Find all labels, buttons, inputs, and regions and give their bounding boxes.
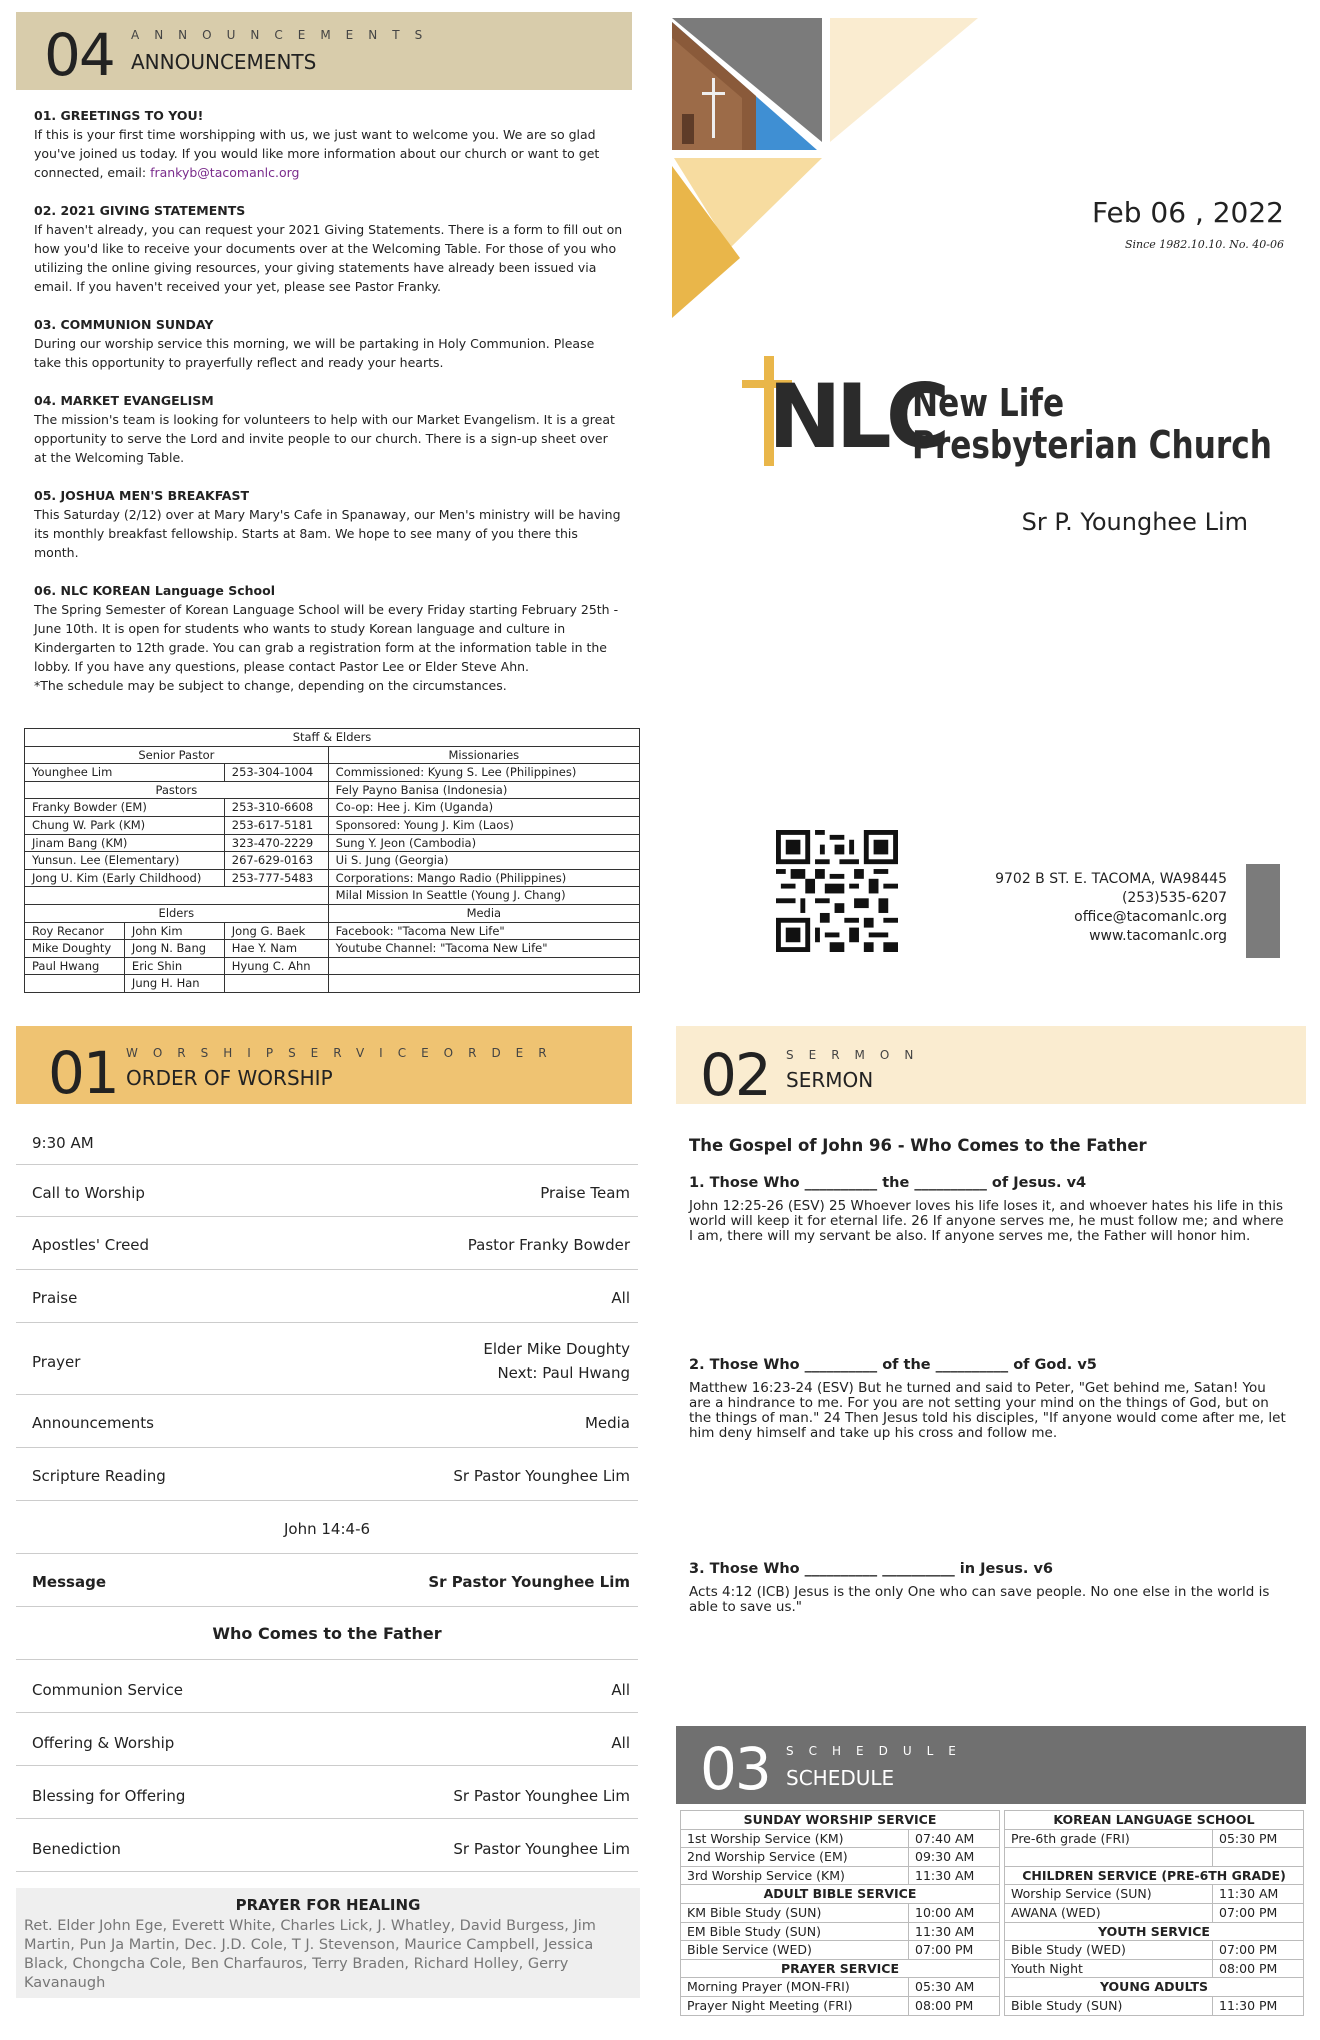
point-verse: Matthew 16:23-24 (ESV) But he turned and said to Peter, "Get behind me, Satan! You are a hindrance to me. For you are not setting your mind on the things of God, but on the things of man." 24 Then Jesus told his disciples, "If anyone would come after me, let him deny himself and take up his cross and follow me. — [689, 1380, 1286, 1441]
schedule-category: CHILDREN SERVICE (PRE-6TH GRADE) — [1005, 1866, 1304, 1885]
schedule-time: 07:00 PM — [909, 1941, 1000, 1960]
schedule-time: 05:30 AM — [909, 1978, 1000, 1997]
logo-letters: NLC — [768, 365, 945, 468]
worship-row — [16, 1394, 638, 1448]
worship-item: Announcements — [32, 1414, 154, 1432]
sermon-point — [689, 1358, 1289, 1441]
schedule-row — [1005, 1866, 1304, 1885]
worship-leader: All — [611, 1289, 630, 1307]
worship-leader: All — [611, 1681, 630, 1699]
worship-leader: Sr Pastor Younghee Lim — [453, 1787, 630, 1805]
worship-time-row — [16, 1124, 638, 1165]
schedule-service: Bible Study (SUN) — [1005, 1996, 1213, 2015]
schedule-service: AWANA (WED) — [1005, 1903, 1213, 1922]
worship-row — [16, 1216, 638, 1270]
worship-row — [16, 1712, 638, 1766]
schedule-row — [1005, 1996, 1304, 2015]
worship-item: Call to Worship — [32, 1184, 145, 1202]
schedule-row — [681, 1978, 1000, 1997]
schedule-time: 08:00 PM — [909, 1996, 1000, 2015]
schedule-row — [681, 1959, 1000, 1978]
schedule-time: 10:00 AM — [909, 1903, 1000, 1922]
media-item: Facebook: "Tacoma New Life" — [328, 922, 639, 940]
announcement-title: 06. NLC KOREAN Language School — [34, 583, 275, 598]
section-title: SCHEDULE — [786, 1766, 895, 1790]
missionary: Milal Mission In Seattle (Young J. Chang) — [328, 887, 639, 905]
schedule-service: Morning Prayer (MON-FRI) — [681, 1978, 909, 1997]
missionary: Co-op: Hee j. Kim (Uganda) — [328, 799, 639, 817]
schedule-row — [1005, 1829, 1304, 1848]
blank-cell — [328, 957, 639, 975]
staff-table — [24, 728, 640, 993]
worship-leader: Praise Team — [540, 1184, 630, 1202]
worship-item: Apostles' Creed — [32, 1236, 150, 1254]
worship-row — [16, 1818, 638, 1872]
point-text: 3. Those Who __________ __________ in Jesus. v6 — [689, 1561, 1054, 1577]
missionaries-label: Missionaries — [328, 746, 639, 764]
missionary: Sponsored: Young J. Kim (Laos) — [328, 816, 639, 834]
schedule-category: ADULT BIBLE SERVICE — [681, 1885, 1000, 1904]
missionary: Sung Y. Jeon (Cambodia) — [328, 834, 639, 852]
schedule-service: EM Bible Study (SUN) — [681, 1922, 909, 1941]
schedule-service: Bible Service (WED) — [681, 1941, 909, 1960]
point-verse: John 12:25-26 (ESV) 25 Whoever loves his life loses it, and whoever hates his life in this world will keep it for eternal life. 26 If anyone serves me, he must follow me; and where I am, there will my servant be also. If anyone serves me, the Father will honor him. — [689, 1198, 1284, 1244]
bulletin-since: Since 1982.10.10. No. 40-06 — [1124, 238, 1284, 251]
announcement-body: This Saturday (2/12) over at Mary Mary's Cafe in Spanaway, our Men's ministry will be having its monthly breakfast fellowship. Starts at 8am. We hope to see many of you there this month. — [34, 507, 621, 560]
schedule-service: Bible Study (WED) — [1005, 1941, 1213, 1960]
worship-item: Benediction — [32, 1840, 121, 1858]
email-link[interactable]: frankyb@tacomanlc.org — [150, 165, 300, 180]
schedule-row — [1005, 1848, 1304, 1867]
schedule-row — [681, 1885, 1000, 1904]
schedule-row — [1005, 1922, 1304, 1941]
worship-leader: All — [611, 1734, 630, 1752]
healing-title: PRAYER FOR HEALING — [235, 1896, 421, 1914]
announcement-title: 04. MARKET EVANGELISM — [34, 393, 214, 408]
schedule-row — [681, 1996, 1000, 2015]
worship-item: Praise — [32, 1289, 78, 1307]
worship-leader: Sr Pastor Younghee Lim — [453, 1840, 630, 1858]
section-number: 04 — [44, 21, 114, 89]
worship-row — [16, 1447, 638, 1501]
schedule-row — [681, 1866, 1000, 1885]
schedule-row — [1005, 1885, 1304, 1904]
scripture-row — [16, 1500, 638, 1554]
schedule-time: 07:00 PM — [1213, 1903, 1304, 1922]
announcement-body: The mission's team is looking for volunteers to help with our Market Evangelism. It is a great opportunity to serve the Lord and invite people to our church. There is a sign-up sheet over at the Welcoming Table. — [34, 412, 615, 465]
pastor-phone: 267-629-0163 — [224, 852, 328, 870]
missionary: Fely Payno Banisa (Indonesia) — [328, 781, 639, 799]
announcement-list — [34, 106, 624, 695]
schedule-category: PRAYER SERVICE — [681, 1959, 1000, 1978]
section-title: SERMON — [786, 1068, 874, 1092]
schedule-time: 08:00 PM — [1213, 1959, 1304, 1978]
message-title-row — [16, 1606, 638, 1660]
schedule-row — [681, 1829, 1000, 1848]
announcement-body: If haven't already, you can request your 2021 Giving Statements. There is a form to fill out on how you'd like to receive your documents over at the Welcoming Table. For those of you who utilizing the online giving resources, your giving statements have already been issued via email. If you haven't received your yet, please see Pastor Franky. — [34, 222, 623, 294]
schedule-time: 07:00 PM — [1213, 1941, 1304, 1960]
elder: Roy Recanor — [25, 922, 125, 940]
section-spaced-title: SCHEDULE — [786, 1744, 971, 1758]
elder — [224, 975, 328, 993]
announcement-body: During our worship service this morning, we will be partaking in Holy Communion. Please take this opportunity to prayerfully reflect and ready your hearts. — [34, 336, 595, 370]
schedule-service: 3rd Worship Service (KM) — [681, 1866, 909, 1885]
section-number: 02 — [700, 1041, 770, 1109]
elder: Jung H. Han — [124, 975, 224, 993]
pastor-phone: 323-470-2229 — [224, 834, 328, 852]
missionary: Ui S. Jung (Georgia) — [328, 852, 639, 870]
elder: Mike Doughty — [25, 940, 125, 958]
schedule-service: Worship Service (SUN) — [1005, 1885, 1213, 1904]
schedule-service: Pre-6th grade (FRI) — [1005, 1829, 1213, 1848]
elder: Eric Shin — [124, 957, 224, 975]
scripture-reference: John 14:4-6 — [284, 1520, 371, 1538]
church-address: 9702 B ST. E. TACOMA, WA98445 — [995, 871, 1227, 887]
section-spaced-title: SERMON — [786, 1048, 929, 1062]
missionary: Commissioned: Kyung S. Lee (Philippines) — [328, 764, 639, 782]
schedule-table-left — [680, 1810, 1000, 2016]
bulletin-date: Feb 06 , 2022 — [1091, 196, 1284, 229]
announcement-item — [34, 106, 624, 182]
point-text: 1. Those Who __________ the __________ of Jesus. v4 — [689, 1175, 1087, 1191]
announcement-note: *The schedule may be subject to change, depending on the circumstances. — [34, 678, 507, 693]
elder: Jong N. Bang — [124, 940, 224, 958]
schedule-service: KM Bible Study (SUN) — [681, 1903, 909, 1922]
worship-leader: Elder Mike Doughty — [483, 1340, 630, 1358]
schedule-time: 09:30 AM — [909, 1848, 1000, 1867]
section-spaced-title: WORSHIPSERVICEORDER — [126, 1046, 562, 1060]
worship-header — [16, 1026, 632, 1107]
worship-item: Communion Service — [32, 1681, 183, 1699]
schedule-service: Youth Night — [1005, 1959, 1213, 1978]
schedule-row — [1005, 1903, 1304, 1922]
worship-item: Prayer — [32, 1353, 81, 1371]
pastor-phone: 253-310-6608 — [224, 799, 328, 817]
schedule-row — [1005, 1941, 1304, 1960]
pastor-name: Franky Bowder (EM) — [25, 799, 225, 817]
elders-label: Elders — [25, 904, 329, 922]
pastor-name: Yunsun. Lee (Elementary) — [25, 852, 225, 870]
pastor-name: Chung W. Park (KM) — [25, 816, 225, 834]
section-number: 01 — [48, 1039, 118, 1107]
worship-leader: Media — [584, 1414, 630, 1432]
church-name-line1: New Life — [912, 381, 1065, 425]
elder: Hae Y. Nam — [224, 940, 328, 958]
contact-block — [995, 870, 1227, 946]
section-number: 03 — [700, 1735, 770, 1803]
worship-row — [16, 1164, 638, 1217]
sermon-heading: The Gospel of John 96 - Who Comes to the Father — [689, 1136, 1147, 1155]
cover-graphic — [672, 18, 992, 318]
schedule-row — [681, 1922, 1000, 1941]
schedule-service: 2nd Worship Service (EM) — [681, 1848, 909, 1867]
schedule-service: Prayer Night Meeting (FRI) — [681, 1996, 909, 2015]
schedule-service: 1st Worship Service (KM) — [681, 1829, 909, 1848]
announcement-item — [34, 315, 624, 372]
elder: Paul Hwang — [25, 957, 125, 975]
senior-pastor-title: Sr P. Younghee Lim — [1021, 508, 1248, 536]
schedule-header — [676, 1726, 1306, 1804]
pastor-name: Jong U. Kim (Early Childhood) — [25, 869, 225, 887]
church-website[interactable]: www.tacomanlc.org — [1089, 928, 1227, 944]
schedule-row — [1005, 1959, 1304, 1978]
service-time: 9:30 AM — [32, 1134, 94, 1152]
worship-item: Offering & Worship — [32, 1734, 175, 1752]
schedule-category: YOUTH SERVICE — [1005, 1922, 1304, 1941]
elder: Hyung C. Ahn — [224, 957, 328, 975]
worship-row — [16, 1269, 638, 1323]
schedule-time: 11:30 AM — [909, 1866, 1000, 1885]
church-logo — [742, 356, 1272, 476]
pastors-label: Pastors — [25, 781, 329, 799]
announcement-item — [34, 391, 624, 467]
schedule-row — [681, 1941, 1000, 1960]
worship-row — [16, 1765, 638, 1819]
schedule-time: 11:30 PM — [1213, 1996, 1304, 2015]
media-item: Youtube Channel: "Tacoma New Life" — [328, 940, 639, 958]
missionary: Corporations: Mango Radio (Philippines) — [328, 869, 639, 887]
schedule-table-right — [1004, 1810, 1304, 2016]
schedule-time — [1213, 1848, 1304, 1867]
message-label: Message — [32, 1573, 106, 1591]
pastor-name: Jinam Bang (KM) — [25, 834, 225, 852]
church-phone[interactable]: (253)535-6207 — [1121, 890, 1227, 906]
church-email[interactable]: office@tacomanlc.org — [1074, 909, 1227, 925]
announcement-item — [34, 486, 624, 562]
announcement-title: 01. GREETINGS TO YOU! — [34, 108, 204, 123]
church-name-line2: Presbyterian Church — [912, 423, 1272, 467]
staff-title: Staff & Elders — [25, 729, 640, 747]
elder — [25, 975, 125, 993]
schedule-time: 11:30 AM — [909, 1922, 1000, 1941]
announcement-body: If this is your first time worshipping with us, we just want to welcome you. We are so glad you've joined us today. If you would like more information about our church or want to get connected, email: frankyb@tacomanlc.org — [34, 127, 600, 180]
announcement-title: 03. COMMUNION SUNDAY — [34, 317, 214, 332]
schedule-row — [1005, 1978, 1304, 1997]
pastor-phone: 253-777-5483 — [224, 869, 328, 887]
schedule-category: KOREAN LANGUAGE SCHOOL — [1005, 1811, 1304, 1830]
schedule-category: SUNDAY WORSHIP SERVICE — [681, 1811, 1000, 1830]
announcement-item — [34, 201, 624, 296]
blank-cell — [25, 887, 329, 905]
sermon-point — [689, 1562, 1289, 1615]
schedule-service — [1005, 1848, 1213, 1867]
worship-item: Blessing for Offering — [32, 1787, 186, 1805]
blank-cell — [328, 975, 639, 993]
schedule-time: 05:30 PM — [1213, 1829, 1304, 1848]
senior-pastor-label: Senior Pastor — [25, 746, 329, 764]
worship-item: Scripture Reading — [32, 1467, 166, 1485]
schedule-category: YOUNG ADULTS — [1005, 1978, 1304, 1997]
announcement-title: 02. 2021 GIVING STATEMENTS — [34, 203, 246, 218]
cream-triangle — [830, 18, 978, 142]
schedule-row — [681, 1848, 1000, 1867]
worship-leader: Sr Pastor Younghee Lim — [453, 1467, 630, 1485]
announcement-item — [34, 581, 624, 695]
message-title: Who Comes to the Father — [212, 1624, 442, 1643]
point-text: 2. Those Who __________ of the __________ of God. v5 — [689, 1357, 1097, 1373]
prayer-for-healing — [16, 1888, 640, 1998]
sermon-header — [676, 1026, 1306, 1109]
schedule-row — [1005, 1811, 1304, 1830]
point-verse: Acts 4:12 (ICB) Jesus is the only One who can save people. No one else in the world is able to save us." — [689, 1584, 1270, 1615]
announcements-header — [16, 12, 632, 90]
message-leader: Sr Pastor Younghee Lim — [428, 1573, 630, 1591]
announcement-body: The Spring Semester of Korean Language School will be every Friday starting February 25th - June 10th. It is open for students who wants to study Korean language and culture in Kindergarten to 12th grade. You can grab a registration form at the information table in the lobby. If you have any questions, please contact Pastor Lee or Elder Steve Ahn. — [34, 602, 619, 674]
announcement-title: 05. JOSHUA MEN'S BREAKFAST — [34, 488, 250, 503]
elder: John Kim — [124, 922, 224, 940]
qr-code-icon[interactable] — [776, 830, 898, 952]
media-label: Media — [328, 904, 639, 922]
section-spaced-title: ANNOUNCEMENTS — [131, 28, 438, 42]
worship-leader: Pastor Franky Bowder — [467, 1236, 630, 1254]
gray-accent-bar — [1246, 864, 1280, 958]
elder: Jong G. Baek — [224, 922, 328, 940]
worship-row — [16, 1322, 638, 1395]
message-row — [16, 1553, 638, 1607]
worship-leader-next: Next: Paul Hwang — [497, 1364, 630, 1382]
senior-pastor-name: Younghee Lim — [25, 764, 225, 782]
senior-pastor-phone: 253-304-1004 — [224, 764, 328, 782]
section-title: ORDER OF WORSHIP — [126, 1066, 333, 1090]
schedule-time: 07:40 AM — [909, 1829, 1000, 1848]
worship-row — [16, 1659, 638, 1713]
section-title: ANNOUNCEMENTS — [131, 50, 317, 74]
schedule-row — [681, 1903, 1000, 1922]
healing-names: Ret. Elder John Ege, Everett White, Charles Lick, J. Whatley, David Burgess, Jim Martin, Pun Ja Martin, Dec. J.D. Cole, T J. Stevenson, Maurice Campbell, Jessica Black, Chongcha Cole, Ben Charfauros, Terry Braden, Richard Holley, Gerry Kavanaugh — [24, 1918, 596, 1991]
schedule-time: 11:30 AM — [1213, 1885, 1304, 1904]
schedule-row — [681, 1811, 1000, 1830]
pastor-phone: 253-617-5181 — [224, 816, 328, 834]
sermon-point — [689, 1176, 1289, 1244]
